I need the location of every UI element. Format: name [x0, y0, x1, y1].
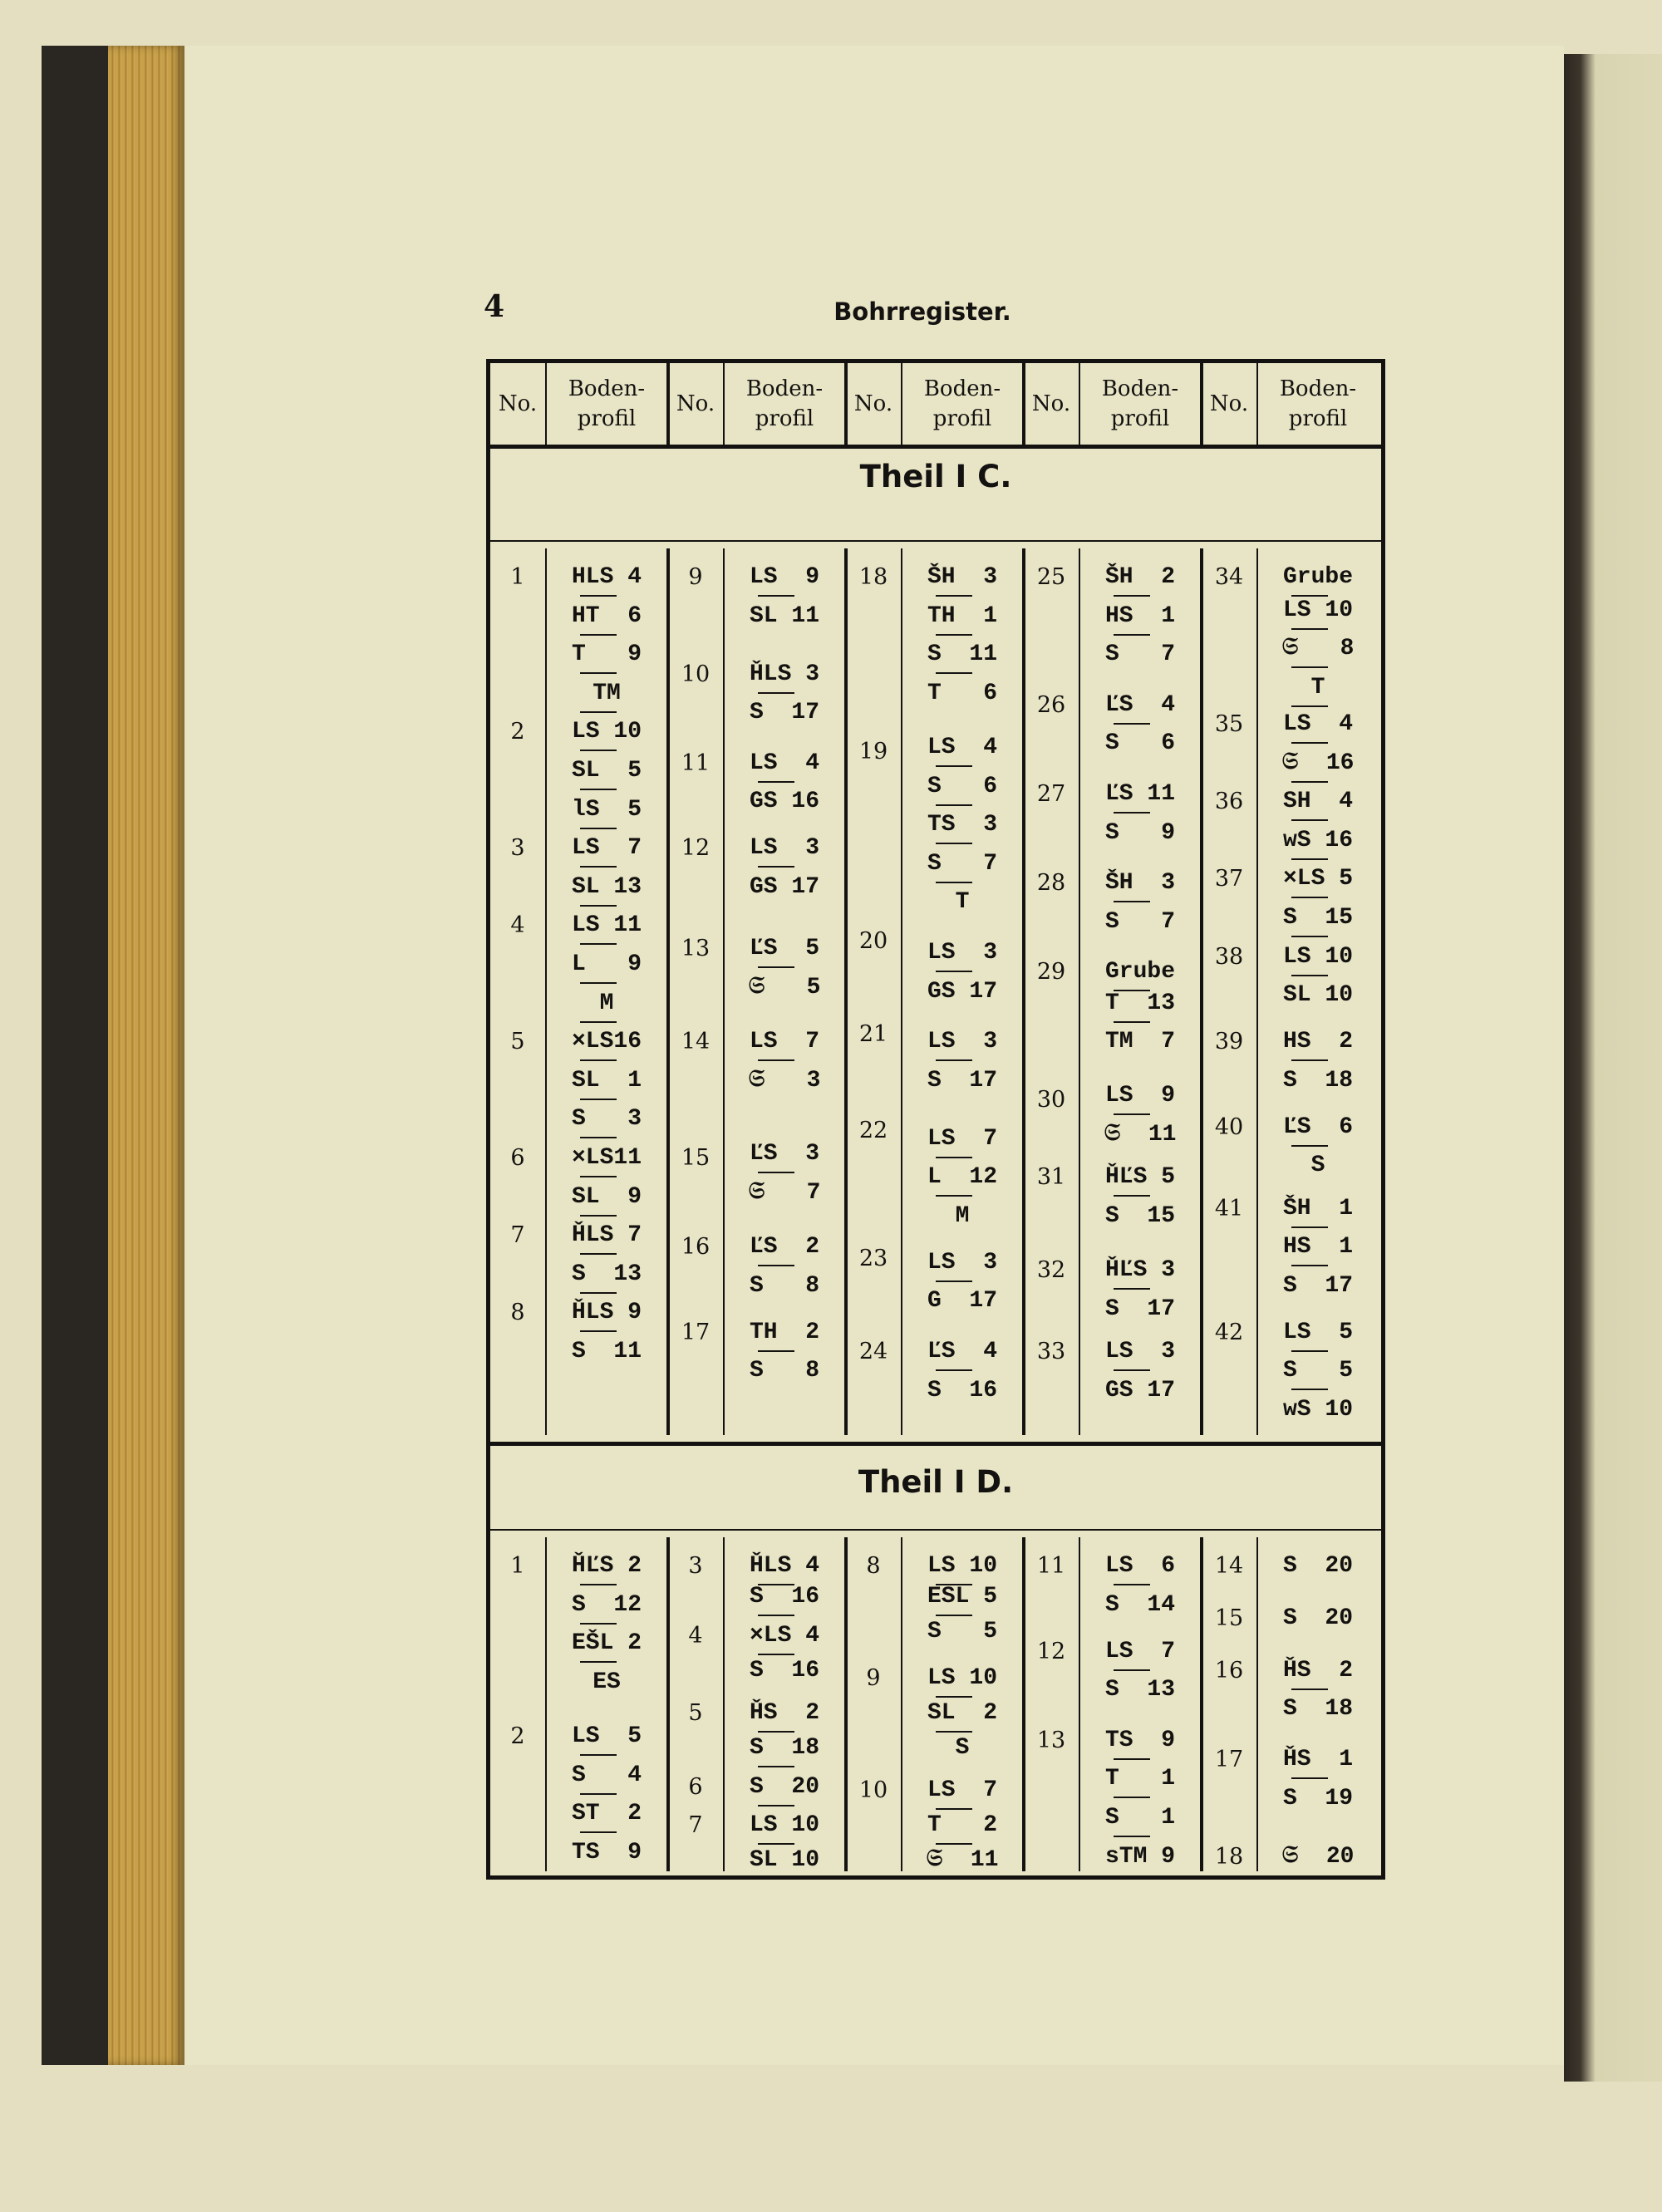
- header-profil-line1: Boden-: [1279, 376, 1357, 401]
- soil-layer: TS 9: [571, 1839, 642, 1865]
- soil-layer: HT 6: [571, 602, 642, 629]
- header-no-4: No.: [1031, 391, 1071, 416]
- soil-layer: EŠL 2: [571, 1630, 642, 1657]
- soil-layer: S 11: [571, 1339, 642, 1364]
- soil-layer: T 2: [927, 1812, 997, 1839]
- facing-page-edge: [1564, 54, 1662, 2082]
- soil-layer: S 16: [749, 1657, 819, 1684]
- section-rule: [490, 1529, 1381, 1531]
- header-profil-line2: profil: [1110, 406, 1170, 431]
- soil-layer: LS 6: [1104, 1553, 1175, 1579]
- soil-layer: sTM 9: [1104, 1843, 1175, 1870]
- soil-layer: ŠH 3: [1104, 870, 1175, 897]
- soil-layer: SL 10: [749, 1847, 819, 1874]
- boring-number: 16: [681, 1234, 711, 1261]
- header-bodenprofil-4: [1079, 363, 1202, 445]
- soil-layer: ŠH 3: [927, 564, 997, 590]
- soil-layer: GS 17: [1104, 1377, 1175, 1403]
- boring-number: 29: [1036, 959, 1066, 986]
- soil-layer: S 20: [1282, 1605, 1353, 1631]
- boring-number: 3: [510, 835, 525, 862]
- no-column: [846, 558, 901, 1443]
- soil-layer: wS 10: [1282, 1396, 1353, 1423]
- page-number: 4: [484, 289, 505, 324]
- header-rule: [666, 363, 670, 445]
- soil-layer: LS 7: [927, 1125, 997, 1152]
- soil-layer: TM 7: [1104, 1029, 1175, 1055]
- soil-layer: ĽS 4: [927, 1339, 997, 1364]
- soil-layer: LS 10: [927, 1553, 997, 1579]
- soil-layer: ×LS11: [571, 1145, 642, 1171]
- soil-layer: SL 9: [571, 1183, 642, 1210]
- soil-layer: SL 1: [571, 1067, 642, 1094]
- soil-layer: HLS 4: [571, 564, 642, 590]
- boring-number: 27: [1036, 780, 1066, 807]
- boring-number: 21: [858, 1020, 888, 1047]
- soil-layer: LS 5: [1282, 1319, 1353, 1345]
- no-column: [490, 558, 545, 1443]
- soil-layer: wS 16: [1282, 827, 1353, 853]
- header-rule: [1079, 363, 1080, 445]
- soil-layer: ȞĽS 3: [1104, 1257, 1175, 1284]
- boring-number: 15: [1214, 1605, 1244, 1631]
- profile-column: [1079, 1547, 1202, 1880]
- boring-number: 11: [681, 750, 711, 776]
- soil-layer: 𝔖 3: [748, 1067, 821, 1094]
- soil-layer: 𝔖 5: [748, 974, 821, 1000]
- soil-layer: 𝔖 11: [926, 1847, 999, 1874]
- profile-column: [723, 1547, 846, 1880]
- boring-number: 11: [1036, 1553, 1066, 1579]
- soil-layer: S 17: [749, 700, 819, 726]
- boring-number: 34: [1214, 564, 1244, 590]
- soil-layer: LS 10: [927, 1665, 997, 1692]
- boring-number: 17: [1214, 1747, 1244, 1772]
- soil-layer: M: [955, 1202, 970, 1229]
- soil-layer: SL 11: [749, 602, 819, 629]
- no-column: [846, 1547, 901, 1880]
- header-profil-line1: Boden-: [1101, 376, 1179, 401]
- soil-layer: LS 4: [749, 750, 819, 776]
- soil-layer: LS 3: [927, 940, 997, 966]
- soil-layer: S 7: [1104, 908, 1175, 935]
- soil-layer: S 8: [749, 1272, 819, 1299]
- soil-layer: S 16: [927, 1377, 997, 1403]
- page-edges: [108, 46, 184, 2065]
- header-profil-line1: Boden-: [745, 376, 824, 401]
- soil-layer: LS 3: [927, 1249, 997, 1276]
- boring-number: 24: [858, 1339, 888, 1364]
- soil-layer: Grube: [1282, 564, 1353, 590]
- soil-layer: HS 2: [1282, 1029, 1353, 1055]
- boring-number: 1: [510, 564, 525, 590]
- boring-number: 4: [510, 912, 525, 939]
- boring-number: 38: [1214, 943, 1244, 970]
- no-column: [1024, 558, 1079, 1443]
- no-column: [490, 1547, 545, 1880]
- soil-layer: LS 4: [927, 735, 997, 761]
- soil-layer: ×LS16: [571, 1029, 642, 1055]
- soil-layer: ȞĽS 5: [1104, 1164, 1175, 1191]
- header-rule: [723, 363, 725, 445]
- soil-layer: S 18: [749, 1735, 819, 1762]
- soil-layer: S 6: [927, 773, 997, 799]
- soil-layer: ȞS 2: [1282, 1657, 1353, 1684]
- boring-number: 8: [866, 1553, 881, 1579]
- boring-number: 40: [1214, 1113, 1244, 1140]
- header-no-3: No.: [853, 391, 893, 416]
- soil-layer: S 13: [1104, 1677, 1175, 1703]
- soil-layer: LS 9: [1104, 1083, 1175, 1109]
- soil-layer: LS 7: [927, 1777, 997, 1804]
- soil-layer: T 1: [1104, 1766, 1175, 1792]
- boring-number: 2: [510, 1723, 525, 1750]
- soil-layer: lS 5: [571, 796, 642, 823]
- soil-layer: TM: [593, 680, 621, 706]
- soil-layer: LS 10: [749, 1812, 819, 1839]
- soil-layer: Grube: [1104, 959, 1175, 986]
- soil-layer: GS 17: [927, 978, 997, 1005]
- boring-number: 9: [688, 564, 703, 590]
- profile-column: [1079, 558, 1202, 1443]
- boring-number: 6: [688, 1773, 703, 1800]
- soil-layer: S 18: [1282, 1067, 1353, 1094]
- soil-layer: TH 1: [927, 602, 997, 629]
- header-bodenprofil-1: [545, 363, 668, 445]
- soil-layer: S 14: [1104, 1591, 1175, 1618]
- soil-layer: SL 5: [571, 758, 642, 784]
- soil-layer: S 6: [1104, 730, 1175, 757]
- section-grid: [490, 558, 1381, 1443]
- soil-layer: S 19: [1282, 1785, 1353, 1811]
- soil-layer: S 20: [749, 1773, 819, 1800]
- soil-layer: S 17: [1282, 1272, 1353, 1299]
- soil-layer: ĽS 5: [749, 936, 819, 962]
- soil-layer: LS 3: [749, 835, 819, 862]
- soil-layer: TH 2: [749, 1319, 819, 1345]
- soil-layer: S 13: [571, 1261, 642, 1287]
- section-title: Theil I D.: [858, 1464, 1014, 1500]
- soil-layer: SL 10: [1282, 982, 1353, 1009]
- soil-layer: LS 10: [571, 719, 642, 745]
- boring-number: 12: [681, 835, 711, 862]
- soil-layer: ESL 5: [927, 1584, 997, 1610]
- soil-layer: ŠH 2: [1104, 564, 1175, 590]
- soil-layer: HS 1: [1104, 602, 1175, 629]
- soil-layer: TS 9: [1104, 1727, 1175, 1753]
- boring-number: 7: [510, 1222, 525, 1249]
- soil-layer: GS 16: [749, 789, 819, 815]
- soil-layer: G 17: [927, 1288, 997, 1315]
- boring-number: 28: [1036, 870, 1066, 897]
- soil-layer: S 4: [571, 1762, 642, 1788]
- boring-number: 15: [681, 1145, 711, 1171]
- soil-layer: 𝔖 8: [1281, 636, 1355, 662]
- soil-layer: 𝔖 20: [1281, 1843, 1355, 1870]
- boring-number: 5: [510, 1029, 525, 1055]
- soil-layer: TS 3: [927, 812, 997, 838]
- soil-layer: L 9: [571, 951, 642, 977]
- soil-layer: LS 5: [571, 1723, 642, 1750]
- boring-number: 39: [1214, 1029, 1244, 1055]
- header-bodenprofil-2: [723, 363, 846, 445]
- soil-layer: S 12: [571, 1591, 642, 1618]
- running-header: Bohrregister.: [833, 297, 1011, 326]
- soil-layer: S 1: [1104, 1804, 1175, 1831]
- soil-layer: LS 9: [749, 564, 819, 590]
- soil-layer: S 17: [1104, 1295, 1175, 1322]
- profile-column: [723, 558, 846, 1443]
- soil-layer: S 3: [571, 1106, 642, 1133]
- header-rule: [1256, 363, 1258, 445]
- header-rule: [1200, 363, 1203, 445]
- header-no-2: No.: [676, 391, 715, 416]
- boring-number: 4: [688, 1622, 703, 1649]
- boring-number: 25: [1036, 564, 1066, 590]
- soil-layer: ȞLS 9: [571, 1300, 642, 1326]
- soil-layer: S 8: [749, 1358, 819, 1384]
- soil-layer: LS 10: [1282, 943, 1353, 970]
- boring-number: 7: [688, 1812, 703, 1839]
- soil-layer: GS 17: [749, 873, 819, 900]
- boring-number: 9: [866, 1665, 881, 1692]
- profile-column: [1256, 558, 1379, 1443]
- soil-layer: HS 1: [1282, 1234, 1353, 1261]
- soil-layer: S 5: [927, 1619, 997, 1645]
- header-rule: [844, 363, 848, 445]
- soil-layer: L 12: [927, 1164, 997, 1191]
- no-column: [668, 1547, 723, 1880]
- soil-layer: M: [599, 990, 614, 1016]
- soil-layer: ĽS 3: [749, 1141, 819, 1167]
- soil-layer: LS 11: [571, 912, 642, 939]
- boring-number: 26: [1036, 691, 1066, 718]
- soil-layer: S 20: [1282, 1553, 1353, 1579]
- boring-number: 1: [510, 1553, 525, 1579]
- soil-layer: S 16: [749, 1584, 819, 1610]
- soil-layer: T 6: [927, 680, 997, 706]
- borehole-register-table: [486, 359, 1385, 1880]
- no-column: [1202, 1547, 1256, 1880]
- soil-layer: ȞĽS 2: [571, 1553, 642, 1579]
- soil-layer: ȞLS 7: [571, 1222, 642, 1249]
- table-header: [490, 363, 1381, 449]
- boring-number: 8: [510, 1300, 525, 1326]
- boring-number: 17: [681, 1319, 711, 1345]
- boring-number: 35: [1214, 711, 1244, 738]
- soil-layer: ×LS 5: [1282, 866, 1353, 892]
- soil-layer: LS 7: [571, 835, 642, 862]
- soil-layer: LS 7: [1104, 1638, 1175, 1664]
- header-profil-line1: Boden-: [923, 376, 1001, 401]
- boring-number: 31: [1036, 1164, 1066, 1191]
- soil-layer: ĽS 2: [749, 1234, 819, 1261]
- section-title: Theil I C.: [859, 459, 1012, 494]
- boring-number: 16: [1214, 1657, 1244, 1684]
- soil-layer: SL 2: [927, 1700, 997, 1727]
- profile-column: [545, 558, 668, 1443]
- soil-layer: ×LS 4: [749, 1622, 819, 1649]
- soil-layer: S 7: [927, 850, 997, 877]
- section-rule: [490, 540, 1381, 542]
- soil-layer: ȞS 2: [749, 1700, 819, 1727]
- soil-layer: ȞS 1: [1282, 1747, 1353, 1772]
- profile-column: [1256, 1547, 1379, 1880]
- no-column: [1202, 558, 1256, 1443]
- soil-layer: T: [1310, 674, 1325, 700]
- soil-layer: LS 7: [749, 1029, 819, 1055]
- soil-layer: ĽS 6: [1282, 1113, 1353, 1140]
- boring-number: 3: [688, 1553, 703, 1579]
- boring-number: 14: [681, 1029, 711, 1055]
- boring-number: 42: [1214, 1319, 1244, 1345]
- soil-layer: T 13: [1104, 990, 1175, 1016]
- soil-layer: ŠH 1: [1282, 1195, 1353, 1222]
- soil-layer: S 11: [927, 641, 997, 668]
- header-no-1: No.: [498, 391, 538, 416]
- header-rule: [1022, 363, 1025, 445]
- header-rule: [901, 363, 902, 445]
- boring-number: 6: [510, 1145, 525, 1171]
- boring-number: 10: [858, 1777, 888, 1804]
- section-grid: [490, 1547, 1381, 1880]
- soil-layer: S 18: [1282, 1696, 1353, 1723]
- soil-layer: S 5: [1282, 1358, 1353, 1384]
- profile-column: [545, 1547, 668, 1880]
- soil-layer: SL 13: [571, 873, 642, 900]
- boring-number: 18: [858, 564, 888, 590]
- no-column: [668, 558, 723, 1443]
- header-bodenprofil-3: [901, 363, 1024, 445]
- soil-layer: S 15: [1282, 905, 1353, 931]
- boring-number: 23: [858, 1246, 888, 1272]
- boring-number: 37: [1214, 866, 1244, 892]
- header-profil-line2: profil: [1288, 406, 1348, 431]
- boring-number: 20: [858, 928, 888, 955]
- profile-column: [901, 1547, 1024, 1880]
- soil-layer: T 9: [571, 641, 642, 668]
- soil-layer: LS 3: [927, 1029, 997, 1055]
- soil-layer: 𝔖 11: [1104, 1122, 1177, 1148]
- soil-layer: LS 10: [1282, 597, 1353, 623]
- soil-layer: ĽS 4: [1104, 691, 1175, 718]
- boring-number: 19: [858, 738, 888, 764]
- boring-number: 14: [1214, 1553, 1244, 1579]
- no-column: [1024, 1547, 1079, 1880]
- boring-number: 33: [1036, 1339, 1066, 1364]
- boring-number: 36: [1214, 789, 1244, 815]
- soil-layer: LS 3: [1104, 1339, 1175, 1364]
- header-profil-line1: Boden-: [568, 376, 646, 401]
- header-profil-line2: profil: [577, 406, 637, 431]
- soil-layer: 𝔖 7: [748, 1179, 821, 1206]
- boring-number: 18: [1214, 1843, 1244, 1870]
- header-bodenprofil-5: [1256, 363, 1379, 445]
- soil-layer: ȞLS 3: [749, 661, 819, 687]
- soil-layer: S 9: [1104, 819, 1175, 846]
- soil-layer: T: [955, 889, 970, 916]
- header-no-5: No.: [1209, 391, 1249, 416]
- profile-column: [901, 558, 1024, 1443]
- header-rule: [545, 363, 547, 445]
- boring-number: 22: [858, 1118, 888, 1144]
- boring-number: 10: [681, 661, 711, 687]
- soil-layer: ȞLS 4: [749, 1553, 819, 1579]
- boring-number: 30: [1036, 1087, 1066, 1113]
- soil-layer: S: [1310, 1153, 1325, 1179]
- soil-layer: LS 4: [1282, 711, 1353, 738]
- soil-layer: SH 4: [1282, 789, 1353, 815]
- soil-layer: S 17: [927, 1067, 997, 1094]
- boring-number: 2: [510, 719, 525, 745]
- soil-layer: 𝔖 16: [1281, 750, 1355, 776]
- soil-layer: ST 2: [571, 1801, 642, 1827]
- soil-layer: S: [955, 1735, 970, 1762]
- boring-number: 13: [1036, 1727, 1066, 1753]
- header-profil-line2: profil: [932, 406, 992, 431]
- boring-number: 32: [1036, 1257, 1066, 1284]
- boring-number: 5: [688, 1700, 703, 1727]
- book-binding: [42, 46, 111, 2065]
- header-profil-line2: profil: [755, 406, 814, 431]
- boring-number: 41: [1214, 1195, 1244, 1222]
- boring-number: 12: [1036, 1638, 1066, 1664]
- soil-layer: S 15: [1104, 1202, 1175, 1229]
- soil-layer: S 7: [1104, 641, 1175, 668]
- boring-number: 13: [681, 936, 711, 962]
- soil-layer: ES: [593, 1669, 621, 1695]
- soil-layer: ĽS 11: [1104, 780, 1175, 807]
